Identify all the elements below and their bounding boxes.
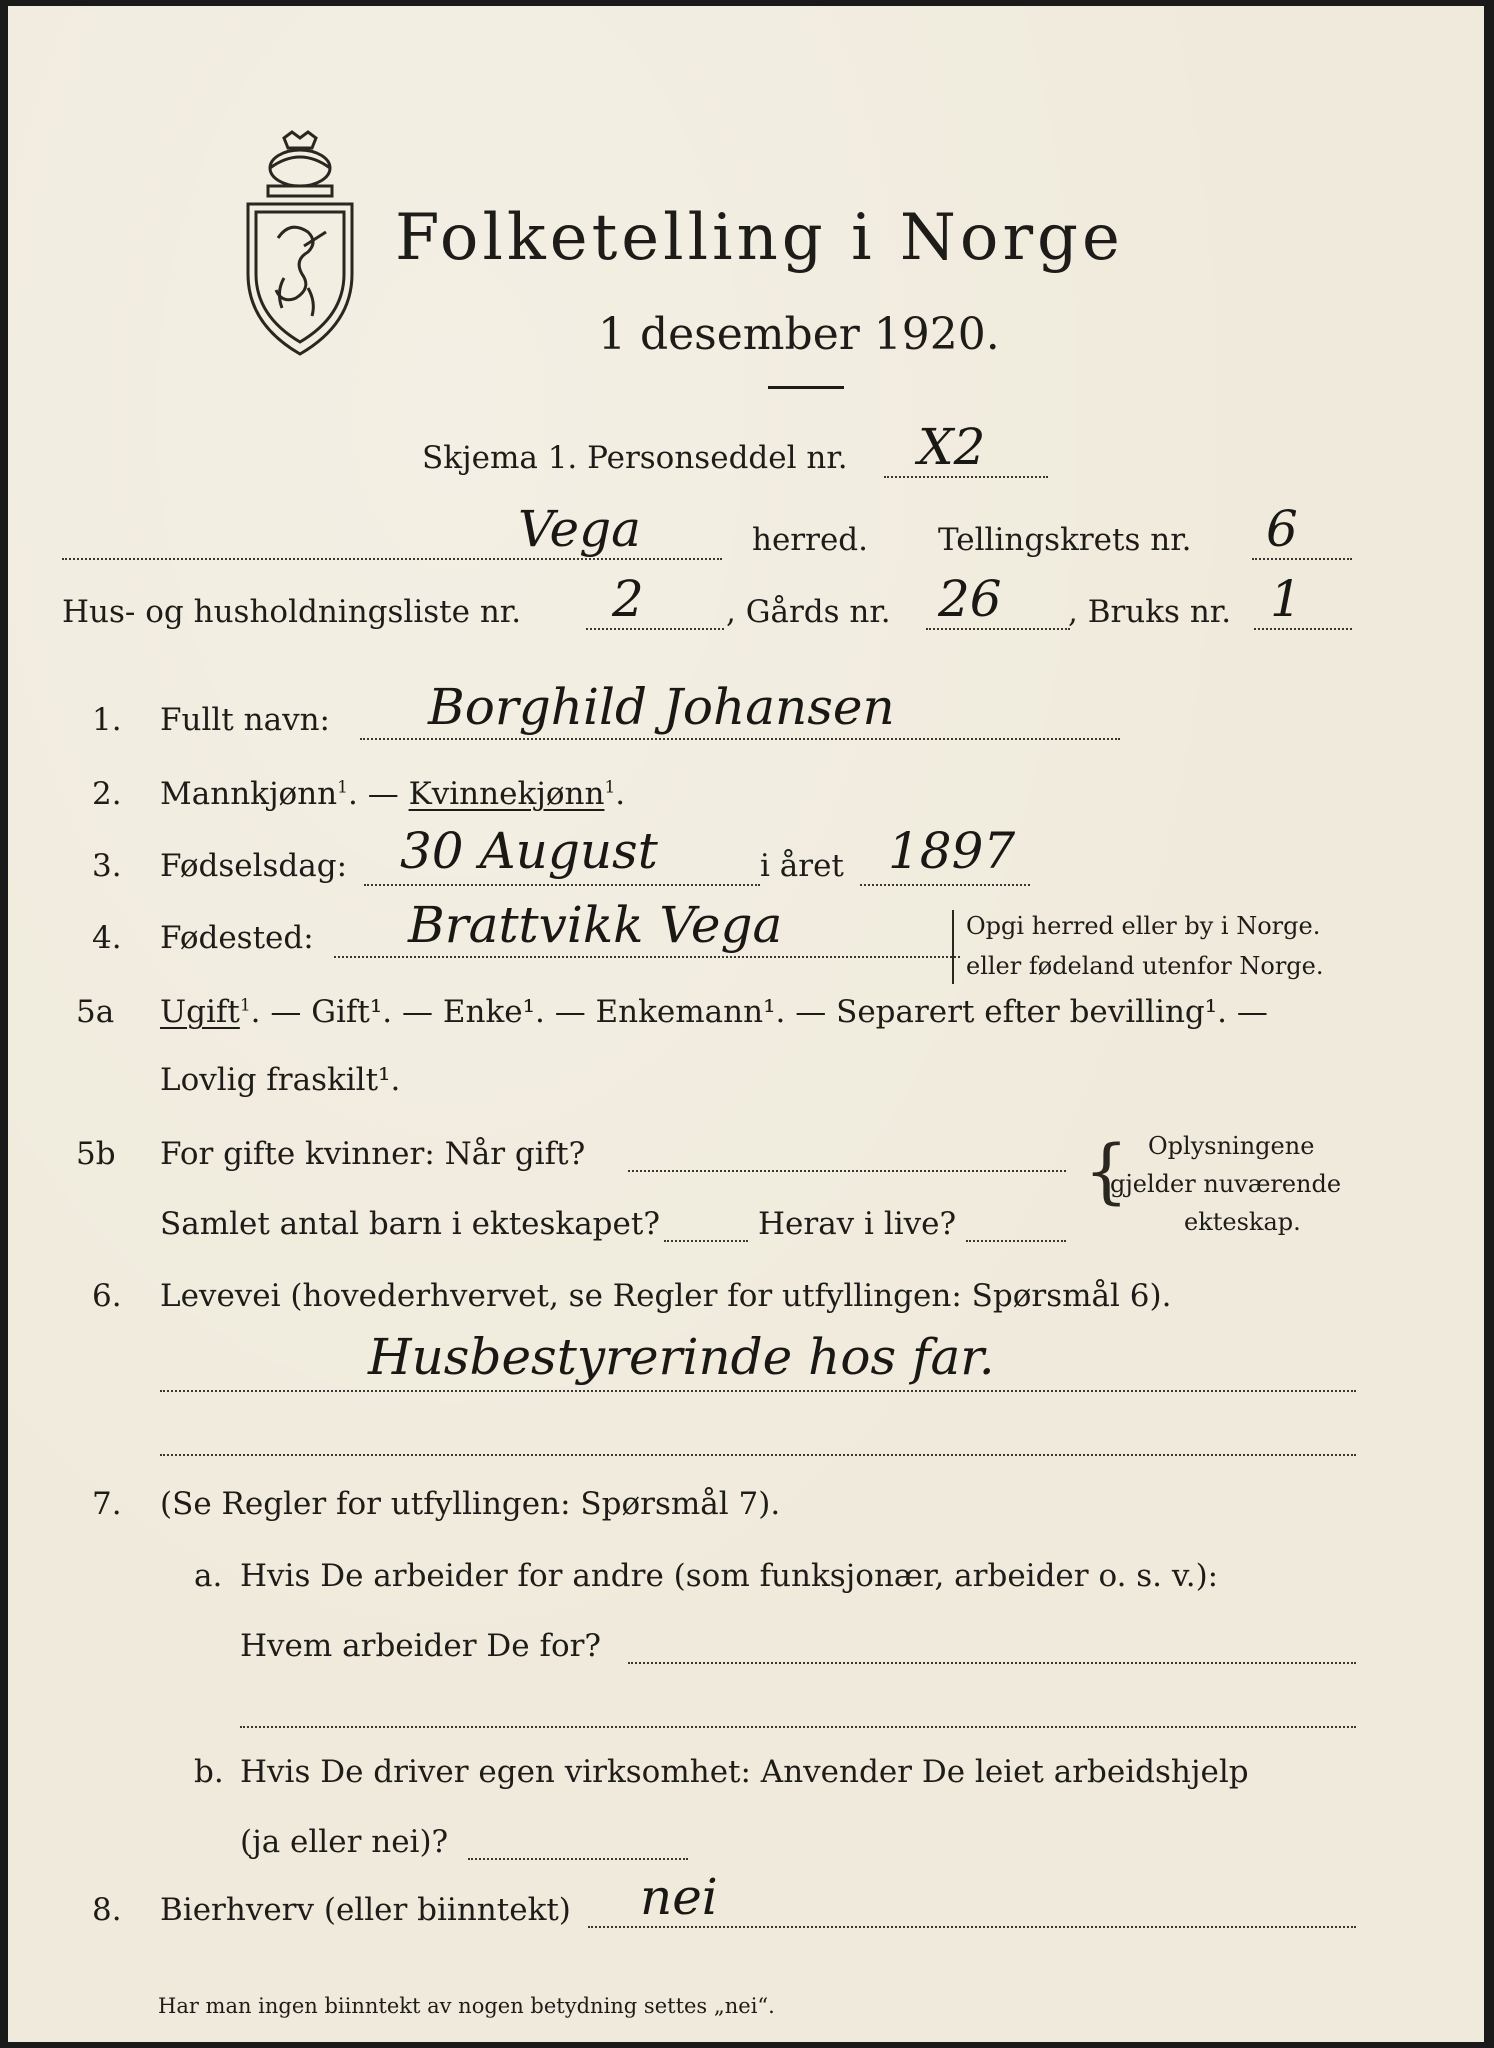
q5b-alive-line [966, 1240, 1066, 1242]
q3-label: Fødselsdag: [160, 848, 348, 884]
q1-full-name-value[interactable]: Borghild Johansen [428, 678, 895, 736]
q4-note-line1: Opgi herred eller by i Norge. [966, 912, 1321, 940]
q3-field-line [364, 884, 760, 886]
q6-label: Levevei (hovederhvervet, se Regler for utfyllingen: Spørsmål 6). [160, 1278, 1172, 1314]
hus-field-line [586, 628, 724, 630]
q2-number: 2. [92, 776, 122, 812]
q5b-note-line3: ekteskap. [1184, 1208, 1301, 1236]
q6-occupation-value[interactable]: Husbestyrerinde hos far. [368, 1328, 995, 1386]
q8-side-income-value[interactable]: nei [640, 1868, 718, 1926]
title-divider [768, 386, 844, 389]
footer-note: Har man ingen biinntekt av nogen betydning settes „nei“. [158, 1994, 775, 2018]
q3-year-value[interactable]: 1897 [888, 822, 1016, 880]
q7a-label2: Hvem arbeider De for? [240, 1628, 602, 1664]
krets-label: Tellingskrets nr. [938, 522, 1192, 558]
q4-note-line2: eller fødeland utenfor Norge. [966, 952, 1324, 980]
q5b-label3: Herav i live? [758, 1206, 957, 1242]
q7b-label2: (ja eller nei)? [240, 1824, 449, 1860]
q6-field-line1 [160, 1390, 1356, 1392]
q2-sex-row: Mannkjønn$^1$. — Kvinnekjønn$^1$. [160, 776, 626, 812]
skjema-value[interactable]: X2 [918, 418, 986, 476]
skjema-label: Skjema 1. Personseddel nr. [422, 440, 848, 476]
q5b-note-brace: { [1084, 1130, 1129, 1212]
skjema-field-line [884, 476, 1048, 478]
gards-label: , Gårds nr. [726, 594, 891, 630]
q4-label: Fødested: [160, 920, 314, 956]
q2-male-option[interactable]: Mannkjønn [160, 776, 338, 812]
q5a-other-options[interactable]: — Gift¹. — Enke¹. — Enkemann¹. — Separert efter bevilling¹. — [270, 994, 1268, 1030]
herred-label: herred. [752, 522, 868, 558]
q2-female-option-selected[interactable]: Kvinnekjønn [408, 776, 605, 812]
krets-field-line [1252, 558, 1352, 560]
q5b-when-married-line [628, 1170, 1066, 1172]
q5a-number: 5a [76, 994, 115, 1030]
q6-field-line2 [160, 1454, 1356, 1456]
krets-value[interactable]: 6 [1266, 500, 1298, 558]
q4-birthplace-value[interactable]: Brattvikk Vega [408, 896, 783, 954]
q1-label: Fullt navn: [160, 702, 330, 738]
bruks-value[interactable]: 1 [1270, 570, 1302, 628]
q1-field-line [360, 738, 1120, 740]
bruks-field-line [1254, 628, 1352, 630]
herred-value[interactable]: Vega [518, 500, 641, 558]
q5b-label1: For gifte kvinner: Når gift? [160, 1136, 586, 1172]
q7a-field-line2 [240, 1726, 1356, 1728]
census-date: 1 desember 1920. [598, 309, 1000, 360]
gards-field-line [926, 628, 1070, 630]
q3-birthday-value[interactable]: 30 August [400, 822, 658, 880]
q5b-note-line1: Oplysningene [1148, 1132, 1315, 1160]
q4-field-line [334, 956, 960, 958]
norwegian-coat-of-arms-icon [234, 128, 366, 358]
gards-value[interactable]: 26 [938, 570, 1002, 628]
q8-label: Bierhverv (eller biinntekt) [160, 1892, 571, 1928]
q8-number: 8. [92, 1892, 122, 1928]
q5a-marital-row: Ugift$^1$. — Gift¹. — Enke¹. — Enkemann¹. — Separert efter bevilling¹. — [160, 994, 1268, 1030]
hus-value[interactable]: 2 [612, 570, 644, 628]
q5b-children-line [664, 1240, 748, 1242]
q4-note-bracket [952, 910, 954, 984]
q3-number: 3. [92, 848, 122, 884]
q7b-number: b. [194, 1754, 224, 1790]
hus-label: Hus- og husholdningsliste nr. [62, 594, 522, 630]
census-form-page [8, 6, 1484, 2042]
q5b-label2: Samlet antal barn i ekteskapet? [160, 1206, 660, 1242]
q5a-ugift-option-selected[interactable]: Ugift [160, 994, 240, 1030]
q1-number: 1. [92, 702, 122, 738]
form-title: Folketelling i Norge [395, 201, 1124, 275]
herred-field-line [62, 558, 722, 560]
q5b-note-line2: gjelder nuværende [1110, 1170, 1342, 1198]
q5a-line2[interactable]: Lovlig fraskilt¹. [160, 1062, 401, 1098]
q3-year-field-line [860, 884, 1030, 886]
q5b-number: 5b [76, 1136, 116, 1172]
q6-number: 6. [92, 1278, 122, 1314]
q7b-label: Hvis De driver egen virksomhet: Anvender De leiet arbeidshjelp [240, 1754, 1249, 1790]
bruks-label: , Bruks nr. [1068, 594, 1232, 630]
q7b-field-line [468, 1858, 688, 1860]
q4-number: 4. [92, 920, 122, 956]
q7a-field-line1 [628, 1662, 1356, 1664]
q7a-label: Hvis De arbeider for andre (som funksjonær, arbeider o. s. v.): [240, 1558, 1219, 1594]
q3-year-label: i året [760, 848, 844, 884]
q7-number: 7. [92, 1486, 122, 1522]
q7-label: (Se Regler for utfyllingen: Spørsmål 7). [160, 1486, 781, 1522]
q7a-number: a. [194, 1558, 223, 1594]
q8-field-line [588, 1926, 1356, 1928]
